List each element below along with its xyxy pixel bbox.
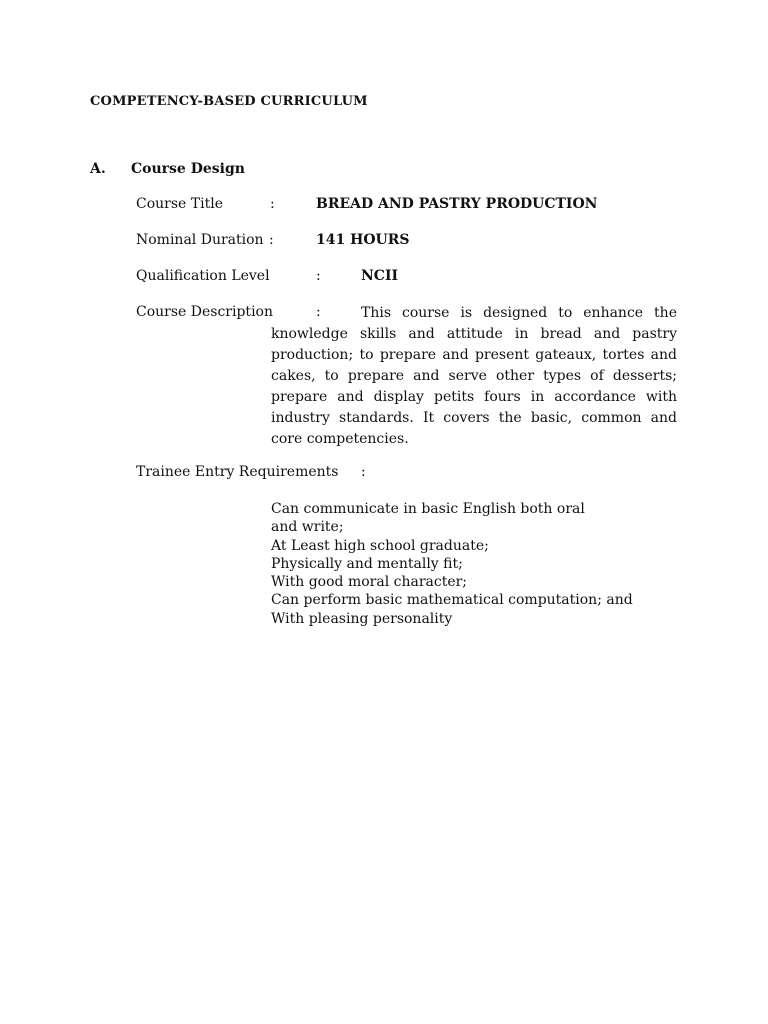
course-description-text (136, 303, 677, 450)
description-line: core competencies. (271, 431, 409, 447)
requirement-item: With pleasing personality (271, 610, 453, 627)
description-line: This course is designed to enhance the (361, 305, 677, 321)
qualification-level-value: NCII (361, 268, 399, 284)
trainee-entry-requirements-colon: : (361, 464, 366, 480)
description-line: production; to prepare and present gateaux, tortes and (271, 347, 677, 363)
course-title-label: Course Title (136, 196, 223, 212)
course-title-colon: : (270, 196, 275, 212)
description-line: cakes, to prepare and serve other types of desserts; (271, 368, 677, 384)
trainee-entry-requirements-label: Trainee Entry Requirements (136, 464, 339, 480)
qualification-level-colon: : (316, 268, 321, 284)
course-description-colon: : (316, 304, 321, 320)
section-title: Course Design (131, 161, 245, 177)
requirement-item: With good moral character; (271, 574, 468, 591)
description-line: knowledge skills and attitude in bread and pastry (271, 326, 677, 342)
document-heading: COMPETENCY-BASED CURRICULUM (90, 94, 368, 109)
course-description-label: Course Description (136, 304, 273, 320)
requirement-item: Can perform basic mathematical computation; and (271, 592, 633, 609)
trainee-requirements-list (271, 500, 633, 628)
nominal-duration-colon: : (269, 232, 274, 248)
qualification-level-label: Qualification Level (136, 268, 270, 284)
nominal-duration-label: Nominal Duration (136, 232, 264, 248)
requirement-item: At Least high school graduate; (271, 537, 489, 554)
requirement-item: Can communicate in basic English both oral (271, 501, 585, 517)
description-line: prepare and display petits fours in accordance with (271, 389, 677, 405)
requirement-item: and write; (271, 519, 344, 536)
course-title-value: BREAD AND PASTRY PRODUCTION (316, 196, 598, 212)
description-line: industry standards. It covers the basic, common and (271, 410, 677, 426)
requirement-item: Physically and mentally fit; (271, 555, 463, 572)
section-letter: A. (90, 161, 106, 177)
nominal-duration-value: 141 HOURS (316, 232, 410, 248)
